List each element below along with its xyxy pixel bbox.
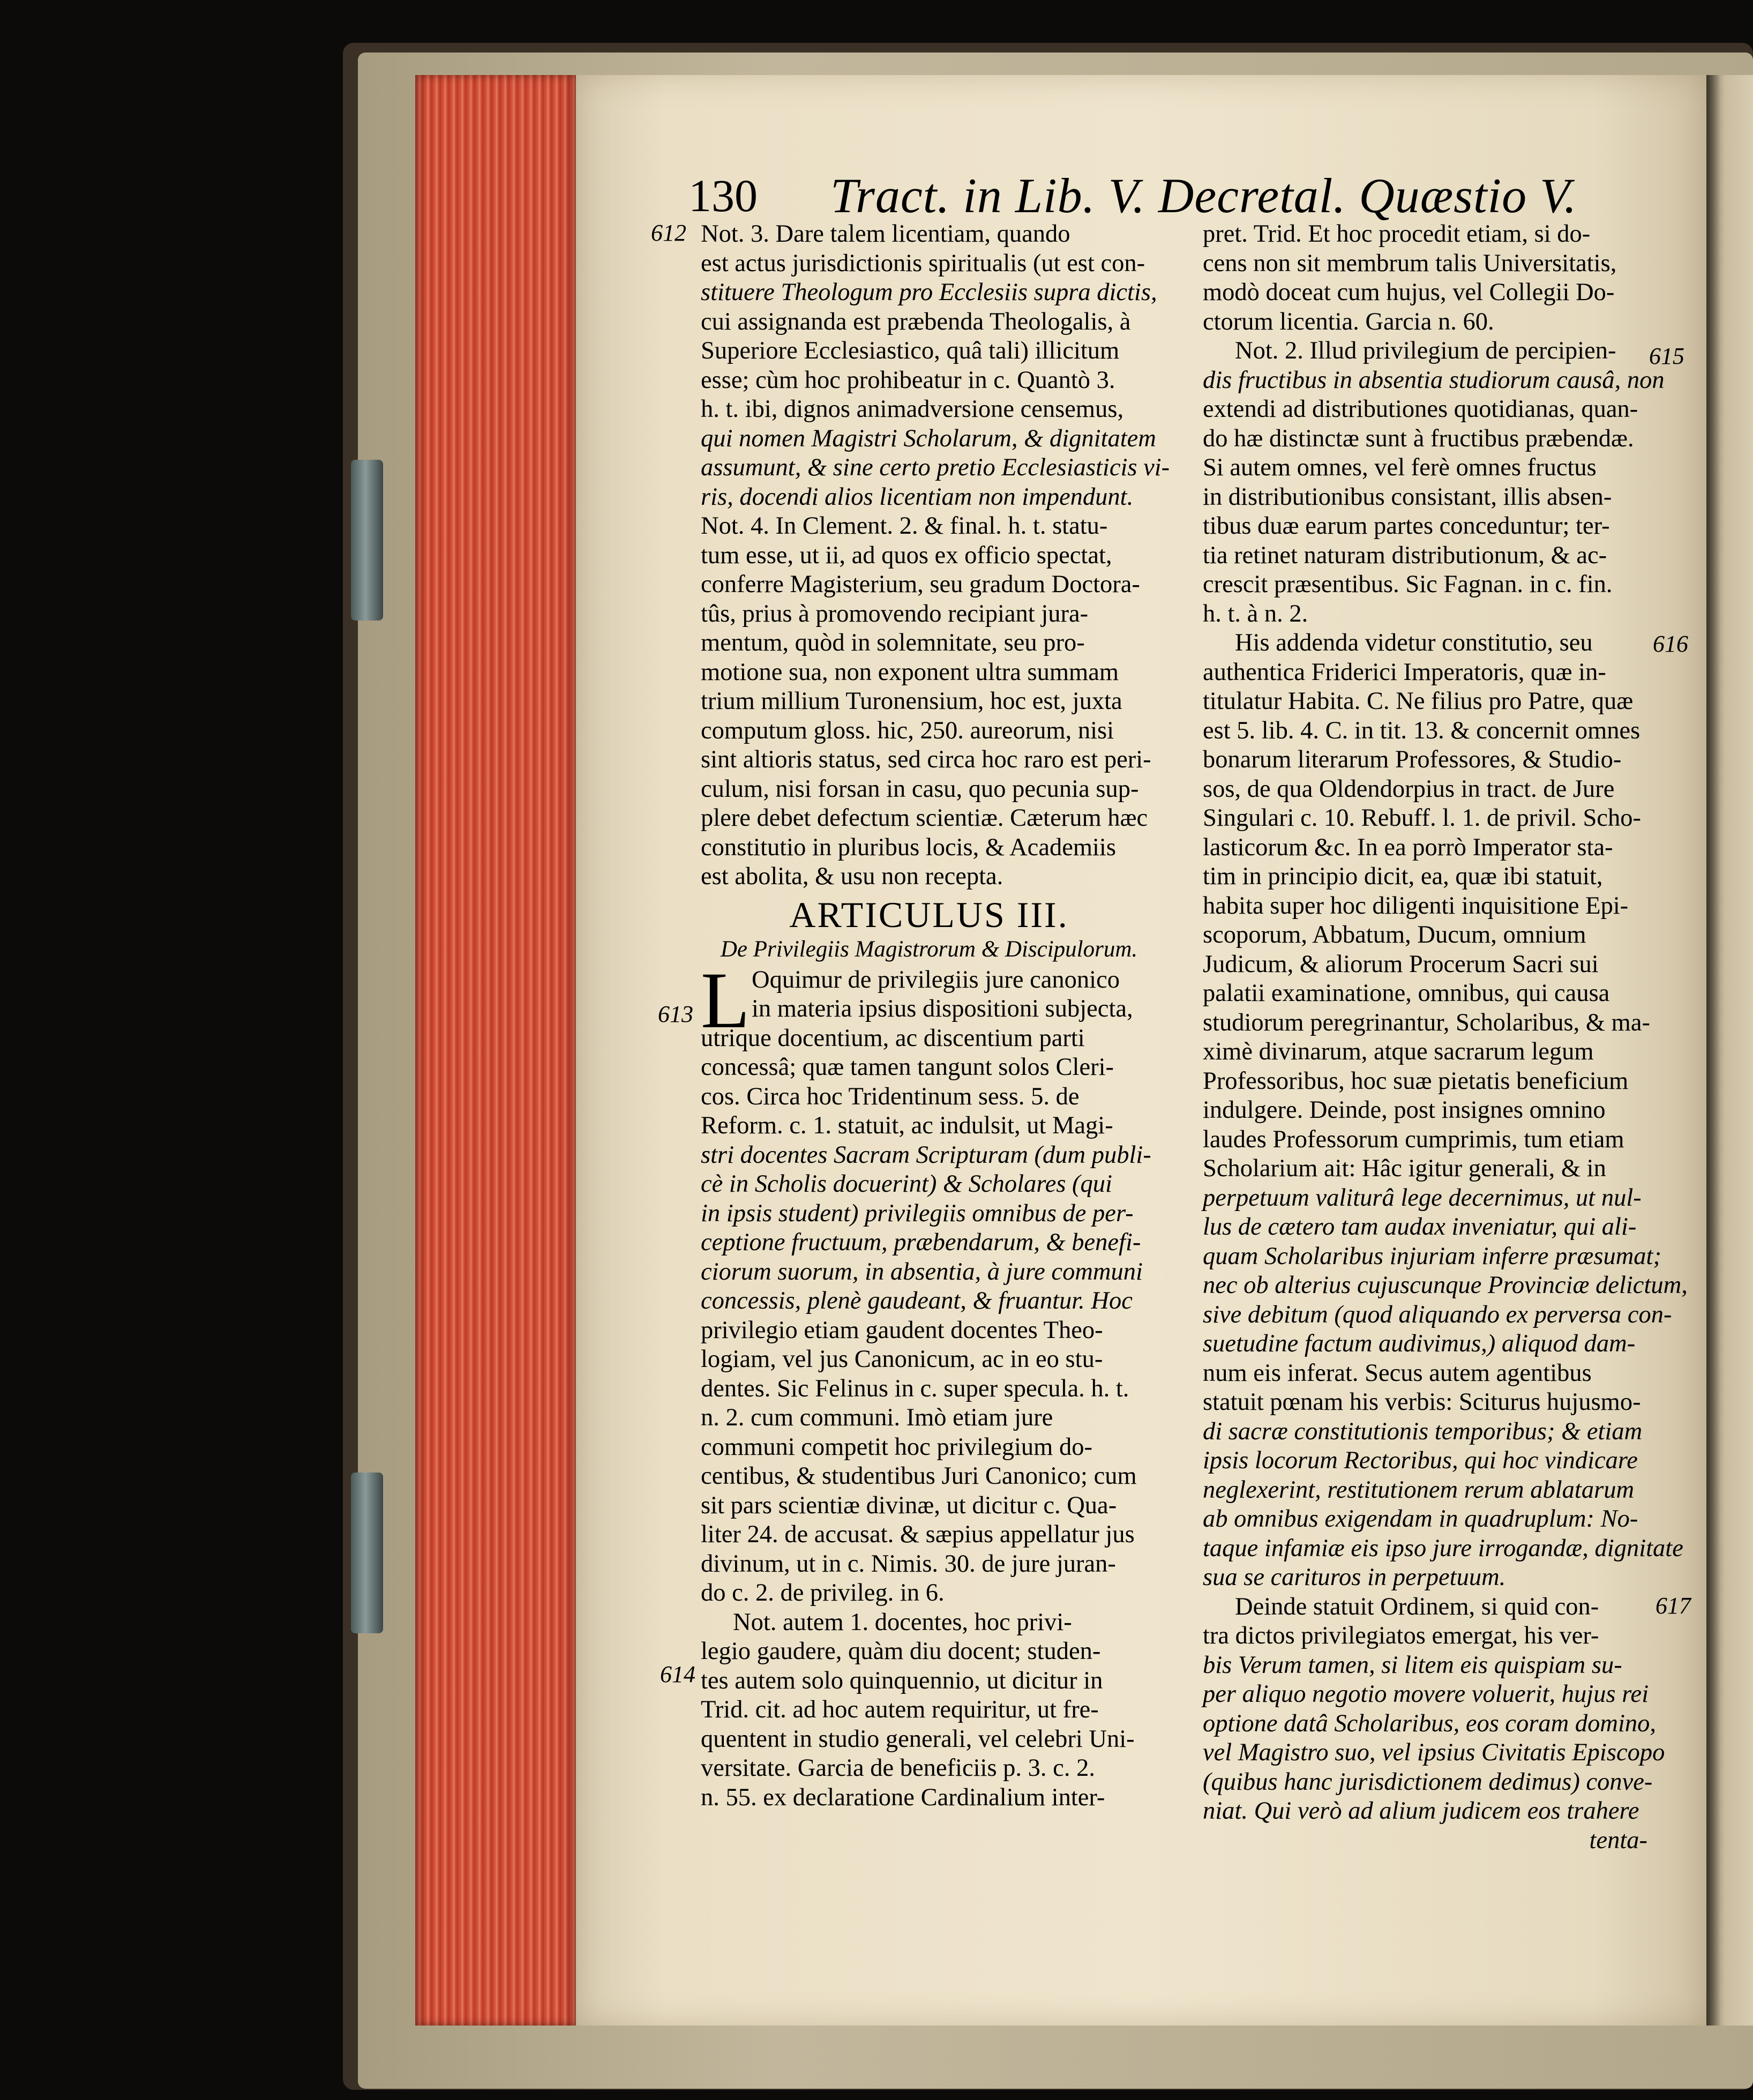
text-line: culum, nisi forsan in casu, quo pecunia sup- xyxy=(701,775,1139,803)
text-line: ris, docendi alios licentiam non impendunt. xyxy=(701,483,1134,511)
text-line: perpetuum valiturâ lege decernimus, ut nul- xyxy=(1203,1184,1642,1212)
text-line: n. 2. cum communi. Imò etiam jure xyxy=(701,1404,1053,1431)
text-line: lasticorum &c. In ea porrò Imperator sta- xyxy=(1203,833,1613,861)
text-line: ipsis locorum Rectoribus, qui hoc vindicare xyxy=(1203,1447,1638,1474)
text-line: est abolita, & usu non recepta. xyxy=(701,863,1003,890)
text-line: dis fructibus in absentia studiorum causâ, non xyxy=(1203,366,1665,394)
text-line: conferre Magisterium, seu gradum Doctora- xyxy=(701,571,1140,598)
margin-number: 615 xyxy=(1649,343,1684,369)
text-line: Not. autem 1. docentes, hoc privi- xyxy=(733,1608,1072,1636)
text-line: in distributionibus consistant, illis absen- xyxy=(1203,483,1612,511)
text-line: neglexerint, restitutionem rerum ablatarum xyxy=(1203,1476,1635,1504)
text-line: Judicum, & aliorum Procerum Sacri sui xyxy=(1203,950,1599,978)
text-line: h. t. à n. 2. xyxy=(1203,600,1308,627)
text-line: Trid. cit. ad hoc autem requiritur, ut fre- xyxy=(701,1696,1099,1723)
text-line: in materia ipsius dispositioni subjecta, xyxy=(752,995,1133,1022)
text-line: centibus, & studentibus Juri Canonico; cum xyxy=(701,1462,1137,1490)
text-line: concessis, plenè gaudeant, & fruantur. Hoc xyxy=(701,1287,1133,1314)
text-line: ciorum suorum, in absentia, à jure communi xyxy=(701,1258,1143,1286)
text-line: stri docentes Sacram Scripturam (dum publi- xyxy=(701,1141,1151,1169)
text-line: plere debet defectum scientiæ. Cæterum hæc xyxy=(701,804,1148,832)
margin-number: 612 xyxy=(651,220,686,246)
text-line: privilegio etiam gaudent docentes Theo- xyxy=(701,1316,1103,1344)
text-line: tia retinet naturam distributionum, & ac- xyxy=(1203,541,1607,569)
text-line: sos, de qua Oldendorpius in tract. de Jure xyxy=(1203,775,1615,803)
text-line: Not. 2. Illud privilegium de percipien- xyxy=(1235,337,1616,364)
text-line: est 5. lib. 4. C. in tit. 13. & concernit omnes xyxy=(1203,716,1640,744)
text-line: Si autem omnes, vel ferè omnes fructus xyxy=(1203,454,1597,481)
drop-capital: L xyxy=(701,955,750,1045)
text-line: ceptione fructuum, præbendarum, & benefi- xyxy=(701,1229,1141,1256)
text-line: per aliquo negotio movere voluerit, hujus rei xyxy=(1203,1680,1649,1708)
text-line: qui nomen Magistri Scholarum, & dignitatem xyxy=(701,424,1156,452)
text-line: Superiore Ecclesiastico, quâ tali) illicitum xyxy=(701,337,1120,364)
text-line: in ipsis student) privilegiis omnibus de per- xyxy=(701,1199,1134,1227)
text-line: lus de cætero tam audax inveniatur, qui ali- xyxy=(1203,1213,1637,1240)
text-line: tim in principio dicit, ea, quæ ibi statuit, xyxy=(1203,863,1603,890)
text-line: tes autem solo quinquennio, ut dicitur in xyxy=(701,1666,1103,1694)
text-line: indulgere. Deinde, post insignes omnino xyxy=(1203,1096,1606,1124)
red-page-edges xyxy=(415,75,576,2026)
text-line: cos. Circa hoc Tridentinum sess. 5. de xyxy=(701,1082,1080,1110)
text-line: sint altioris status, sed circa hoc raro est peri- xyxy=(701,746,1151,773)
text-line: communi competit hoc privilegium do- xyxy=(701,1433,1092,1461)
text-line: palatii examinatione, omnibus, qui causa xyxy=(1203,980,1610,1007)
text-line: do c. 2. de privileg. in 6. xyxy=(701,1579,945,1606)
text-line: di sacræ constitutionis temporibus; & etiam xyxy=(1203,1417,1643,1445)
margin-number: 613 xyxy=(658,1001,693,1027)
margin-number: 614 xyxy=(660,1661,695,1687)
text-line: scoporum, Abbatum, Ducum, omnium xyxy=(1203,921,1586,948)
text-line: vel Magistro suo, vel ipsius Civitatis Episcopo xyxy=(1203,1739,1665,1766)
text-line: habita super hoc diligenti inquisitione Epi- xyxy=(1203,892,1629,920)
text-line: ab omnibus exigendam in quadruplum: No- xyxy=(1203,1505,1638,1533)
text-line: bonarum literarum Professores, & Studio- xyxy=(1203,746,1622,773)
text-line: sua se carituros in perpetuum. xyxy=(1203,1564,1506,1591)
text-line: pret. Trid. Et hoc procedit etiam, si do- xyxy=(1203,220,1591,248)
text-line: esse; cùm hoc prohibeatur in c. Quantò 3. xyxy=(701,366,1115,394)
text-line: sive debitum (quod aliquando ex perversa con- xyxy=(1203,1301,1672,1328)
article-body xyxy=(701,955,1157,1813)
text-line: Not. 3. Dare talem licentiam, quando xyxy=(701,220,1070,248)
margin-number: 616 xyxy=(1653,631,1688,657)
text-line: suetudine factum audivimus,) aliquod dam- xyxy=(1203,1330,1636,1357)
margin-number: 617 xyxy=(1655,1593,1691,1619)
text-line: quentent in studio generali, vel celebri Uni- xyxy=(701,1725,1135,1753)
text-line: divinum, ut in c. Nimis. 30. de jure juran- xyxy=(701,1550,1116,1578)
text-line: utrique docentium, ac discentium parti xyxy=(701,1024,1085,1052)
text-line: liter 24. de accusat. & sæpius appellatur jus xyxy=(701,1521,1135,1548)
catchword: tenta- xyxy=(1589,1826,1647,1854)
text-line: bis Verum tamen, si litem eis quispiam su- xyxy=(1203,1651,1622,1679)
clasp-upper xyxy=(351,460,383,621)
text-line: Reform. c. 1. statuit, ac indulsit, ut Magi- xyxy=(701,1112,1113,1139)
text-line: tibus duæ earum partes conceduntur; ter- xyxy=(1203,512,1610,540)
text-line: tum esse, ut ii, ad quos ex officio spectat, xyxy=(701,541,1112,569)
text-line: Deinde statuit Ordinem, si quid con- xyxy=(1235,1593,1599,1620)
text-line: tra dictos privilegiatos emergat, his ver- xyxy=(1203,1622,1599,1649)
text-line: legio gaudere, quàm diu docent; studen- xyxy=(701,1638,1101,1665)
text-line: versitate. Garcia de beneficiis p. 3. c. 2. xyxy=(701,1754,1095,1782)
text-line: motione sua, non exponent ultra summam xyxy=(701,658,1119,686)
text-line: trium millium Turonensium, hoc est, juxta xyxy=(701,687,1122,715)
text-line: dentes. Sic Felinus in c. super specula. h. t. xyxy=(701,1374,1129,1402)
text-line: Oquimur de privilegiis jure canonico xyxy=(752,966,1120,993)
clasp-lower xyxy=(351,1473,383,1633)
text-line: computum gloss. hic, 250. aureorum, nisi xyxy=(701,716,1114,744)
text-line: ximè divinarum, atque sacrarum legum xyxy=(1203,1038,1594,1065)
text-line: ctorum licentia. Garcia n. 60. xyxy=(1203,308,1494,335)
article-subtitle: De Privilegiis Magistrorum & Discipulorum. xyxy=(720,936,1138,962)
text-line: laudes Professorum cumprimis, tum etiam xyxy=(1203,1125,1624,1153)
text-line: statuit pœnam his verbis: Sciturus hujusmo- xyxy=(1203,1388,1641,1416)
text-line: His addenda videtur constitutio, seu xyxy=(1235,629,1593,656)
text-line: cui assignanda est præbenda Theologalis, à xyxy=(701,308,1131,335)
text-line: n. 55. ex declaratione Cardinalium inter- xyxy=(701,1783,1105,1811)
text-line: modò doceat cum hujus, vel Collegii Do- xyxy=(1203,279,1615,306)
text-line: concessâ; quæ tamen tangunt solos Cleri- xyxy=(701,1053,1114,1081)
text-line: cens non sit membrum talis Universitatis, xyxy=(1203,249,1617,277)
text-line: nec ob alterius cujuscunque Provinciæ delictum, xyxy=(1203,1272,1688,1299)
text-line: niat. Qui verò ad alium judicem eos trahere xyxy=(1203,1797,1639,1825)
text-line: tûs, prius à promovendo recipiant jura- xyxy=(701,600,1089,627)
text-line: stituere Theologum pro Ecclesiis supra dictis, xyxy=(701,279,1157,306)
text-line: mentum, quòd in solemnitate, seu pro- xyxy=(701,629,1085,656)
text-line: (quibus hanc jurisdictionem dedimus) conve- xyxy=(1203,1768,1653,1796)
text-line: quam Scholaribus injuriam inferre præsumat; xyxy=(1203,1242,1661,1270)
text-line: Scholarium ait: Hâc igitur generali, & in xyxy=(1203,1155,1606,1182)
text-line: titulatur Habita. C. Ne filius pro Patre, quæ xyxy=(1203,687,1634,715)
text-line: optione datâ Scholaribus, eos coram domino, xyxy=(1203,1709,1656,1737)
text-line: studiorum peregrinantur, Scholaribus, & ma- xyxy=(1203,1008,1650,1036)
text-line: cè in Scholis docuerint) & Scholares (qui xyxy=(701,1170,1112,1198)
text-line: extendi ad distributiones quotidianas, quan- xyxy=(1203,395,1638,423)
text-line: est actus jurisdictionis spiritualis (ut est con- xyxy=(701,249,1145,277)
page-number: 130 xyxy=(688,170,758,221)
text-line: Professoribus, hoc suæ pietatis beneficium xyxy=(1203,1067,1629,1095)
text-line: num eis inferat. Secus autem agentibus xyxy=(1203,1359,1592,1387)
text-line: h. t. ibi, dignos animadversione censemus, xyxy=(701,395,1124,423)
running-title: Tract. in Lib. V. Decretal. Quæstio V. xyxy=(830,168,1577,223)
text-line: Singulari c. 10. Rebuff. l. 1. de privil. Scho- xyxy=(1203,804,1641,832)
text-line: taque infamiæ eis ipso jure irrogandæ, dignitate xyxy=(1203,1534,1683,1562)
left-column xyxy=(701,220,1170,1812)
text-line: constitutio in pluribus locis, & Academiis xyxy=(701,833,1116,861)
running-head xyxy=(688,163,1642,228)
text-line: crescit præsentibus. Sic Fagnan. in c. fin. xyxy=(1203,571,1613,598)
text-line: Not. 4. In Clement. 2. & final. h. t. statu- xyxy=(701,512,1108,540)
text-line: authentica Friderici Imperatoris, quæ in- xyxy=(1203,658,1606,686)
article-title: ARTICULUS III. xyxy=(789,894,1069,935)
text-line: assumunt, & sine certo pretio Ecclesiasticis vi- xyxy=(701,454,1170,481)
text-line: logiam, vel jus Canonicum, ac in eo stu- xyxy=(701,1346,1103,1373)
text-line: sit pars scientiæ divinæ, ut dicitur c. Qua- xyxy=(701,1491,1117,1519)
text-line: do hæ distinctæ sunt à fructibus præbendæ. xyxy=(1203,424,1634,452)
facing-page-edge xyxy=(1706,75,1753,2026)
